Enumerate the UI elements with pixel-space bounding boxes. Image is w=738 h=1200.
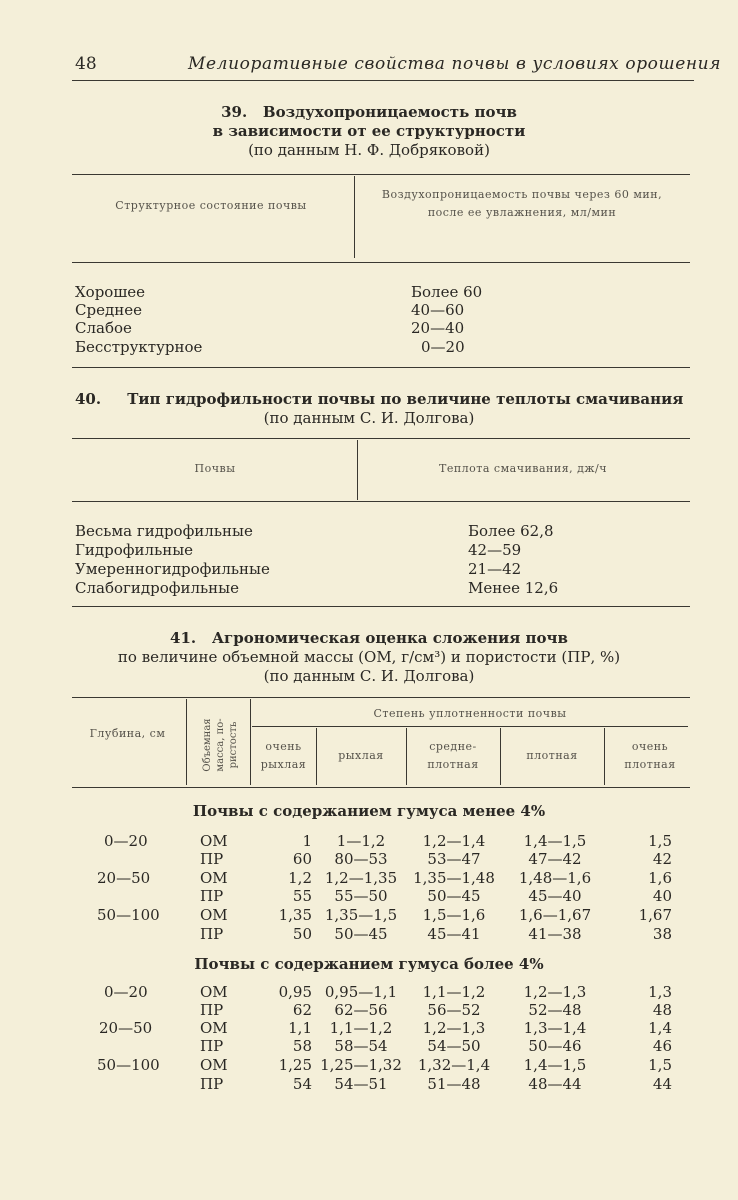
table41-cell: 1,25 (278, 1056, 312, 1074)
table41-divider (186, 699, 187, 785)
table41-cell: 60 (292, 850, 312, 868)
table40-col1-header: Почвы (194, 462, 236, 475)
table41-cell: 54—51 (334, 1075, 388, 1093)
table40-row-value: Менее 12,6 (468, 579, 559, 597)
table41-measure: ОМ (200, 983, 228, 1001)
table41-measure: ПР (200, 1075, 224, 1093)
table39-row-value: 20—40 (411, 319, 465, 337)
table41-cell: 45—41 (427, 925, 481, 943)
table41-group-rule (252, 726, 688, 727)
table41-cell: 1,35 (278, 906, 312, 924)
table41-cell: 1,1—1,2 (422, 983, 486, 1001)
table41-cell: 1,2—1,35 (324, 869, 398, 887)
table41-divider (250, 699, 251, 785)
table41-cell: 1,4—1,5 (523, 832, 587, 850)
table39-row-value: 40—60 (411, 301, 465, 319)
table41-title-line2: по величине объемной массы (ОМ, г/см³) и пористости (ПР, %) (117, 648, 621, 666)
table41-header-rule (72, 787, 690, 788)
table39-row-value: Более 60 (411, 283, 483, 301)
table41-cell: 0,95 (278, 983, 312, 1001)
table41-divider (406, 728, 407, 785)
table41-source: (по данным С. И. Долгова) (263, 667, 475, 685)
table41-cell: 62—56 (334, 1001, 388, 1019)
table41-cell: 1,2—1,3 (523, 983, 587, 1001)
table41-cell: 47—42 (528, 850, 582, 868)
page-number: 48 (75, 54, 97, 74)
table41-cell: 1,67 (638, 906, 672, 924)
table40-col2-header: Теплота смачивания, дж/ч (438, 462, 608, 475)
table41-measure-header: Объемная масса, по-ристость (202, 718, 239, 772)
table41-cell: 1,6 (648, 869, 672, 887)
table41-group-header: Степень уплотненности почвы (373, 707, 567, 720)
table40-row-value: 42—59 (468, 541, 522, 559)
running-title: Мелиоративные свойства почвы в условиях орошения (188, 54, 722, 74)
table41-cell: 1,1—1,2 (329, 1019, 393, 1037)
table40-bottom-rule (72, 606, 690, 607)
table41-cell: 62 (292, 1001, 312, 1019)
table40-row-soil: Умеренногидрофильные (75, 560, 270, 578)
table41-measure: ПР (200, 887, 224, 905)
table39-title-line2: в зависимости от ее структурности (212, 122, 526, 140)
table41-col-header: плотная (526, 749, 578, 762)
table41-cell: 1,32—1,4 (417, 1056, 491, 1074)
table41-cell: 55—50 (334, 887, 388, 905)
table39-row-state: Хорошее (75, 283, 146, 301)
table40-number: 40. (75, 390, 102, 408)
table41-cell: 1,1 (288, 1019, 312, 1037)
table40-title (75, 390, 683, 408)
table41-cell: 1,4—1,5 (523, 1056, 587, 1074)
table41-cell: 50—46 (528, 1037, 582, 1055)
table39-title (0, 103, 738, 121)
table41-title-line1: Агрономическая оценка сложения почв (211, 629, 568, 647)
table41-cell: 48—44 (528, 1075, 582, 1093)
table41-divider (500, 728, 501, 785)
table41-cell: 58—54 (334, 1037, 388, 1055)
table41-depth-header: Глубина, см (89, 727, 166, 740)
table39-col2-header: Воздухопроницаемость почвы через 60 мин, после ее увлажнения, мл/мин (381, 188, 663, 219)
table41-section-title: Почвы с содержанием гумуса менее 4% (192, 802, 546, 820)
table41-cell: 42 (652, 850, 672, 868)
table39-row-state: Слабое (75, 319, 132, 337)
table41-cell: 1,2—1,3 (422, 1019, 486, 1037)
table41-measure: ПР (200, 850, 224, 868)
table41-top-rule (72, 697, 690, 698)
table41-cell: 58 (292, 1037, 312, 1055)
table41-section-title: Почвы с содержанием гумуса более 4% (194, 955, 544, 973)
table41-cell: 53—47 (427, 850, 481, 868)
table41-depth: 20—50 (99, 1019, 153, 1037)
table39-bottom-rule (72, 367, 690, 368)
table40-row-soil: Весьма гидрофильные (75, 522, 253, 540)
table41-measure: ОМ (200, 1056, 228, 1074)
table41-cell: 1,3—1,4 (523, 1019, 587, 1037)
header-rule (72, 80, 694, 81)
table41-cell: 50—45 (334, 925, 388, 943)
table40-row-value: 21—42 (468, 560, 522, 578)
table41-cell: 54 (292, 1075, 312, 1093)
table41-number: 41. (170, 629, 197, 647)
table41-measure: ОМ (200, 1019, 228, 1037)
table41-cell: 1—1,2 (336, 832, 386, 850)
table39-row-value: 0—20 (421, 338, 465, 356)
table41-measure: ОМ (200, 832, 228, 850)
table41-cell: 45—40 (528, 887, 582, 905)
table41-divider (604, 728, 605, 785)
table41-cell: 1,3 (648, 983, 672, 1001)
table41-cell: 1,2 (288, 869, 312, 887)
table41-cell: 1,25—1,32 (320, 1056, 402, 1074)
table41-cell: 38 (652, 925, 672, 943)
table40-source: (по данным С. И. Долгова) (263, 409, 475, 427)
table41-divider (316, 728, 317, 785)
table41-depth: 20—50 (97, 869, 151, 887)
table41-cell: 40 (652, 887, 672, 905)
table41-col-header: рыхлая (338, 749, 384, 762)
table40-top-rule (72, 438, 690, 439)
table41-cell: 1,2—1,4 (422, 832, 486, 850)
table41-depth: 50—100 (97, 906, 160, 924)
table40-row-soil: Гидрофильные (75, 541, 194, 559)
table41-measure: ПР (200, 1037, 224, 1055)
table41-cell: 44 (652, 1075, 672, 1093)
table41-cell: 52—48 (528, 1001, 582, 1019)
table41-cell: 1,35—1,5 (324, 906, 398, 924)
table41-col-header: очень рыхлая (260, 740, 307, 771)
table41-measure: ОМ (200, 906, 228, 924)
table41-cell: 55 (292, 887, 312, 905)
table41-measure: ОМ (200, 869, 228, 887)
table41-cell: 50 (292, 925, 312, 943)
table41-measure: ПР (200, 1001, 224, 1019)
table41-depth: 50—100 (97, 1056, 160, 1074)
table39-column-divider (354, 176, 355, 258)
table39-col1-header: Структурное состояние почвы (115, 199, 307, 212)
table41-cell: 0,95—1,1 (324, 983, 398, 1001)
table41-title (0, 629, 738, 647)
table40-header-rule (72, 501, 690, 502)
table41-cell: 1,4 (648, 1019, 672, 1037)
table39-number: 39. (221, 103, 248, 121)
table39-title-line1: Воздухопроницаемость почв (262, 103, 517, 121)
table41-cell: 51—48 (427, 1075, 481, 1093)
table40-title-line1: Тип гидрофильности почвы по величине теплоты смачивания (127, 390, 684, 408)
table39-row-state: Среднее (75, 301, 142, 319)
table41-cell: 48 (652, 1001, 672, 1019)
table41-col-header: средне-плотная (427, 740, 479, 771)
table40-row-soil: Слабогидрофильные (75, 579, 239, 597)
table41-depth: 0—20 (104, 832, 148, 850)
table39-row-state: Бесструктурное (75, 338, 203, 356)
table41-depth: 0—20 (104, 983, 148, 1001)
table41-cell: 1,6—1,67 (518, 906, 592, 924)
table40-row-value: Более 62,8 (468, 522, 554, 540)
table39-header-rule (72, 262, 690, 263)
table41-col-header: очень плотная (624, 740, 676, 771)
table41-cell: 1,48—1,6 (518, 869, 592, 887)
table39-source: (по данным Н. Ф. Добряковой) (248, 141, 490, 159)
table41-cell: 56—52 (427, 1001, 481, 1019)
table41-cell: 1,35—1,48 (413, 869, 495, 887)
table41-cell: 54—50 (427, 1037, 481, 1055)
table41-cell: 50—45 (427, 887, 481, 905)
table41-cell: 1,5 (648, 832, 672, 850)
table40-column-divider (357, 440, 358, 500)
table41-cell: 1,5—1,6 (422, 906, 486, 924)
table41-cell: 1 (302, 832, 312, 850)
table41-cell: 80—53 (334, 850, 388, 868)
table41-cell: 1,5 (648, 1056, 672, 1074)
table41-measure: ПР (200, 925, 224, 943)
table41-cell: 46 (652, 1037, 672, 1055)
table39-top-rule (72, 174, 690, 175)
table41-cell: 41—38 (528, 925, 582, 943)
